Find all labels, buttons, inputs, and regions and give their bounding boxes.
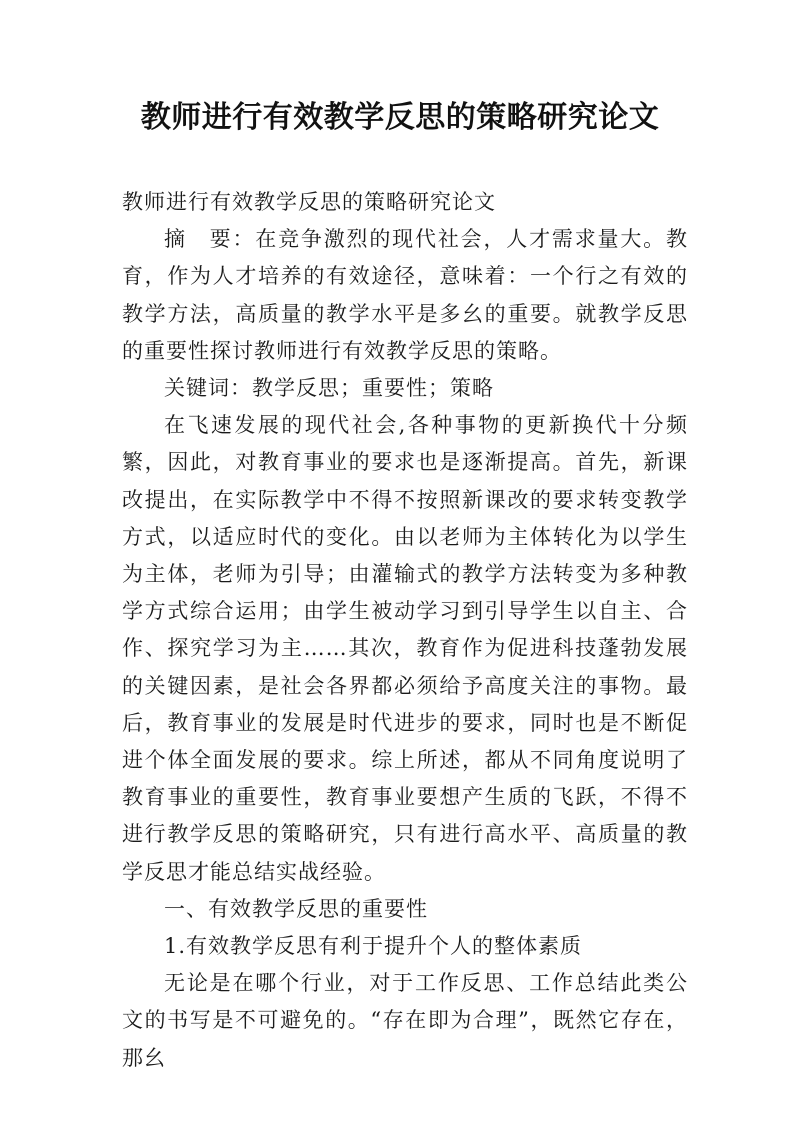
abstract-paragraph: 摘 要：在竞争激烈的现代社会，人才需求量大。教育，作为人才培养的有效途径，意味着：一个行之有效的教学方法，高质量的教学水平是多幺的重要。就教学反思的重要性探讨教师进行有效教学反思的策略。 xyxy=(122,227,688,363)
document-title: 教师进行有效教学反思的策略研究论文 xyxy=(140,100,660,135)
intro-paragraph: 在飞速发展的现代社会,各种事物的更新换代十分频繁，因此，对教育事业的要求也是逐渐提高。首先，新课改提出，在实际教学中不得不按照新课改的要求转变教学方式，以适应时代的变化。由以老师为主体转化为以学生为主体，老师为引导；由灌输式的教学方法转变为多种教学方式综合运用；由学生被动学习到引导学生以自主、合作、探究学习为主……其次，教育作为促进科技蓬勃发展的关键因素，是社会各界都必须给予高度关注的事物。最后，教育事业的发展是时代进步的要求，同时也是不断促进个体全面发展的要求。综上所述，都从不同角度说明了教育事业的重要性，教育事业要想产生质的飞跃，不得不进行教学反思的策略研究，只有进行高水平、高质量的教学反思才能总结实战经验。 xyxy=(122,413,688,884)
section-heading: 一、有效教学反思的重要性 xyxy=(164,896,428,921)
keywords-paragraph: 关键词：教学反思；重要性；策略 xyxy=(164,376,494,401)
subsection-heading: 1.有效教学反思有利于提升个人的整体素质 xyxy=(164,934,583,959)
document-body xyxy=(122,184,688,1077)
body-paragraph: 无论是在哪个行业，对于工作反思、工作总结此类公文的书写是不可避免的。“存在即为合理”，既然它存在，那幺 xyxy=(122,971,688,1070)
document-subtitle: 教师进行有效教学反思的策略研究论文 xyxy=(122,190,496,214)
